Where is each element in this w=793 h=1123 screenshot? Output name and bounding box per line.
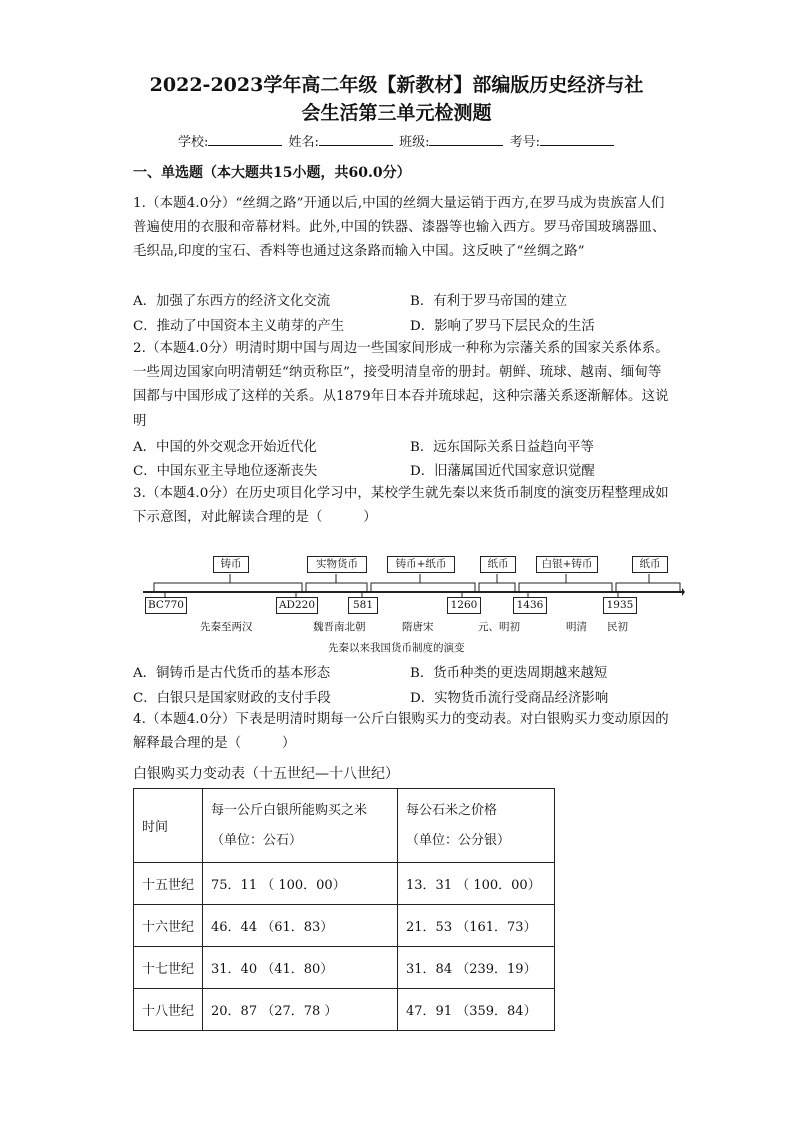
q2-option-b[interactable]: B．远东国际关系日益趋向平等 [410,440,594,455]
name-label: 姓名: [288,135,319,150]
table-row [134,863,555,905]
paper-title-line2: 会生活第三单元检测题 [301,102,492,124]
table-row [134,905,555,947]
tl-era-suitang-song: 隋唐宋 [402,621,434,633]
tl-era-preqin-han: 先秦至两汉 [200,621,253,633]
cell-time: 十五世纪 [134,863,203,905]
table-row [134,947,555,989]
tl-caption: 先秦以来我国货币制度的演变 [328,642,465,654]
school-field[interactable] [208,133,282,146]
name-field[interactable] [319,133,393,146]
q2-option-d[interactable]: D．旧藩属国近代国家意识觉醒 [410,464,595,479]
q1-option-c[interactable]: C．推动了中国资本主义萌芽的产生 [133,319,345,334]
cell-price: 31．84 （239．19） [398,947,555,989]
header-time: 时间 [134,789,203,863]
cell-price: 21．53 （161．73） [398,905,555,947]
currency-timeline-diagram [140,548,685,660]
tl-year-ad220: AD220 [276,597,318,614]
q3-option-c[interactable]: C．白银只是国家财政的支付手段 [133,691,331,706]
q3-option-a[interactable]: A．铜铸币是古代货币的基本形态 [133,666,331,681]
tl-label-paper-money-2: 纸币 [632,556,668,573]
silver-table-title: 白银购买力变动表（十五世纪—十八世纪） [133,766,399,782]
exam-number-label: 考号: [509,135,540,150]
exam-number-field[interactable] [540,133,614,146]
cell-time: 十八世纪 [134,989,203,1031]
tl-era-early-republic: 民初 [607,621,628,633]
tl-era-yuan-earlyming: 元、明初 [478,621,520,633]
cell-rice: 75．11 （ 100．00） [203,863,398,905]
class-field[interactable] [429,133,503,146]
question-3-stem: 3.（本题4.0分）在历史项目化学习中，某校学生就先秦以来货币制度的演变历程整理成如下示意图，对此解读合理的是（ ） [133,486,669,526]
class-label: 班级: [399,135,430,150]
table-header-row [134,789,555,863]
header-rice-price: 每公石米之价格 （单位：公分银） [398,789,555,863]
cell-rice: 46．44 （61．83） [203,905,398,947]
question-1-stem: 1.（本题4.0分）“丝绸之路”开通以后,中国的丝绸大量运销于西方,在罗马成为贵族富人们普遍使用的衣服和帝幕材料。此外,中国的铁器、漆器等也输入西方。罗马帝国玻璃器皿、毛织品,印度的宝石、香料等也通过这条路而输入中国。这反映了“丝绸之路” [133,196,666,260]
cell-time: 十六世纪 [134,905,203,947]
header-rice-per-kg: 每一公斤白银所能购买之米 （单位：公石） [203,789,398,863]
tl-year-581: 581 [348,597,378,614]
tl-label-minted-coin: 铸币 [213,556,249,573]
tl-label-commodity-money: 实物货币 [307,556,367,573]
question-4-stem: 4.（本题4.0分）下表是明清时期每一公斤白银购买力的变动表。对白银购买力变动原因的解释最合理的是（ ） [133,712,669,752]
q1-option-d[interactable]: D．影响了罗马下层民众的生活 [410,319,595,334]
tl-label-paper-money-1: 纸币 [480,556,516,573]
tl-year-1436: 1436 [513,597,547,614]
cell-rice: 31．40 （41．80） [203,947,398,989]
tl-label-silver-coin: 白银+铸币 [536,556,598,573]
q2-option-a[interactable]: A．中国的外交观念开始近代化 [133,440,317,455]
q3-option-b[interactable]: B．货币种类的更迭周期越来越短 [410,666,608,681]
cell-rice: 20．87 （27．78 ） [203,989,398,1031]
cell-price: 13．31 （ 100．00） [398,863,555,905]
tl-label-coin-paper: 铸币+纸币 [387,556,455,573]
tl-era-weijin: 魏晋南北朝 [313,621,366,633]
silver-purchasing-power-table [133,788,555,1031]
paper-title-line1: 2022-2023学年高二年级【新教材】部编版历史经济与社 [149,74,644,96]
q1-option-a[interactable]: A．加强了东西方的经济文化交流 [133,294,331,309]
table-row [134,989,555,1031]
tl-era-mingqing: 明清 [566,621,587,633]
tl-year-bc770: BC770 [145,597,187,614]
school-label: 学校: [178,135,209,150]
cell-price: 47．91 （359．84） [398,989,555,1031]
question-2-stem: 2.（本题4.0分）明清时期中国与周边一些国家间形成一种称为宗藩关系的国家关系体系。一些周边国家向明清朝廷“纳贡称臣”，接受明清皇帝的册封。朝鲜、琉球、越南、缅甸等国都与中国形成了这样的关系。从1879年日本吞并琉球起，这种宗藩关系逐渐解体。这说明 [133,341,669,429]
student-info-row [178,131,614,150]
q1-option-b[interactable]: B．有利于罗马帝国的建立 [410,294,568,309]
cell-time: 十七世纪 [134,947,203,989]
tl-year-1935: 1935 [603,597,637,614]
tl-year-1260: 1260 [447,597,481,614]
section-heading: 一、单选题（本大题共15小题，共60.0分） [133,165,411,181]
q2-option-c[interactable]: C．中国东亚主导地位逐渐丧失 [133,464,318,479]
q3-option-d[interactable]: D．实物货币流行受商品经济影响 [410,691,609,706]
